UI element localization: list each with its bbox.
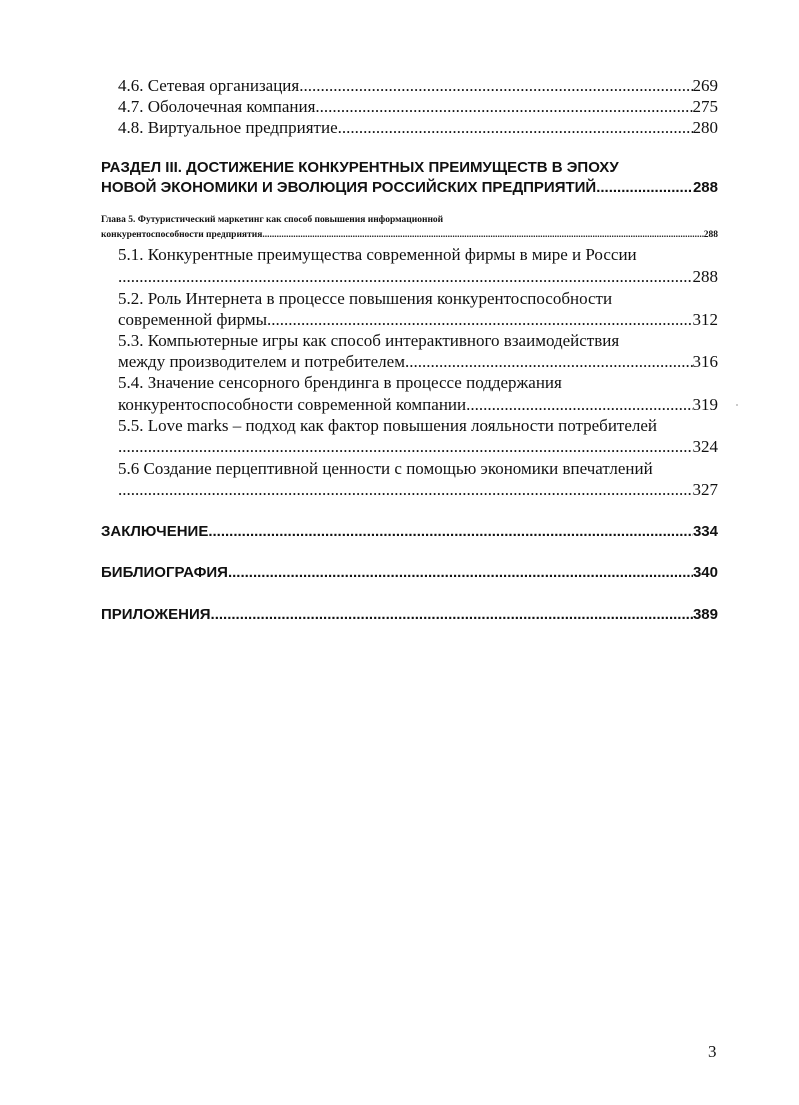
toc-entry-page: 288 [692, 179, 718, 196]
toc-entry-label: современной фирмы [118, 310, 267, 329]
dot-leader [228, 563, 693, 582]
toc-entry-conclusion[interactable] [101, 522, 718, 541]
dot-leader [211, 605, 693, 624]
chapter-5-heading-line1: Глава 5. Футуристический маркетинг как способ повышения информационной [101, 215, 444, 225]
toc-entry-label: конкурентоспособности современной компании [118, 395, 467, 414]
toc-entry-4-7[interactable] [118, 96, 718, 117]
toc-entry-page: 288 [703, 230, 718, 240]
toc-entry-page: 327 [692, 480, 718, 499]
toc-entry-4-6[interactable] [118, 75, 718, 96]
toc-entry-5-6[interactable] [118, 479, 718, 500]
dot-leader [405, 351, 693, 372]
section-3-heading-line1: РАЗДЕЛ III. ДОСТИЖЕНИЕ КОНКУРЕНТНЫХ ПРЕИМУЩЕСТВ В ЭПОХУ [101, 159, 619, 176]
dot-leader [299, 75, 692, 96]
toc-entry-5-4-line1[interactable]: 5.4. Значение сенсорного брендинга в процессе поддержания [118, 373, 562, 392]
toc-entry-bibliography[interactable] [101, 563, 718, 582]
toc-entry-page: 334 [692, 523, 718, 540]
dot-leader [466, 394, 692, 415]
toc-entry-label: 4.6. Сетевая организация [118, 76, 300, 95]
toc-entry-label: НОВОЙ ЭКОНОМИКИ И ЭВОЛЮЦИЯ РОССИЙСКИХ ПРЕДПРИЯТИЙ [101, 179, 597, 196]
toc-entry-5-6-line1[interactable]: 5.6 Создание перцептивной ценности с помощью экономики впечатлений [118, 459, 653, 478]
toc-entry-page: 319 [692, 395, 718, 414]
toc-entry-5-2-line1[interactable]: 5.2. Роль Интернета в процессе повышения конкурентоспособности [118, 289, 613, 308]
dot-leader [596, 178, 693, 197]
toc-entry-page: 269 [692, 76, 718, 95]
toc-entry-appendices[interactable] [101, 605, 718, 624]
toc-entry-5-3[interactable] [118, 351, 718, 372]
toc-entry-5-3-line1[interactable]: 5.3. Компьютерные игры как способ интерактивного взаимодействия [118, 331, 620, 350]
dot-leader [315, 96, 692, 117]
page-number: 3 [708, 1042, 717, 1061]
toc-entry-label: 4.7. Оболочечная компания [118, 97, 316, 116]
toc-entry-5-5[interactable] [118, 436, 718, 457]
toc-entry-label: БИБЛИОГРАФИЯ [101, 564, 228, 581]
toc-entry-5-1-line1[interactable]: 5.1. Конкурентные преимущества современной фирмы в мире и России [118, 245, 637, 264]
toc-entry-page: 316 [692, 352, 718, 371]
dot-leader [262, 229, 703, 241]
toc-entry-page: 275 [692, 97, 718, 116]
toc-entry-section-3[interactable] [101, 178, 718, 197]
toc-entry-5-2[interactable] [118, 309, 718, 330]
toc-entry-label: между производителем и потребителем [118, 352, 405, 371]
toc-entry-page: 280 [692, 118, 718, 137]
toc-entry-label: ЗАКЛЮЧЕНИЕ [101, 523, 209, 540]
toc-entry-4-8[interactable] [118, 117, 718, 138]
dot-leader [267, 309, 693, 330]
toc-entry-5-4[interactable] [118, 394, 718, 415]
dot-leader [118, 479, 693, 500]
toc-entry-5-1[interactable] [118, 266, 718, 287]
toc-entry-page: 312 [692, 310, 718, 329]
toc-entry-page: 340 [692, 564, 718, 581]
toc-entry-label: ПРИЛОЖЕНИЯ [101, 606, 211, 623]
toc-entry-label: 4.8. Виртуальное предприятие [118, 118, 338, 137]
toc-entry-page: 288 [692, 267, 718, 286]
toc-entry-5-5-line1[interactable]: 5.5. Love marks – подход как фактор повышения лояльности потребителей [118, 416, 658, 435]
scan-speck [736, 404, 738, 406]
dot-leader [118, 266, 693, 287]
toc-entry-chapter-5[interactable] [101, 229, 718, 241]
toc-entry-label: конкурентоспособности предприятия [101, 230, 263, 240]
dot-leader [118, 436, 693, 457]
toc-entry-page: 389 [692, 606, 718, 623]
dot-leader [338, 117, 693, 138]
dot-leader [208, 522, 693, 541]
toc-entry-page: 324 [692, 437, 718, 456]
